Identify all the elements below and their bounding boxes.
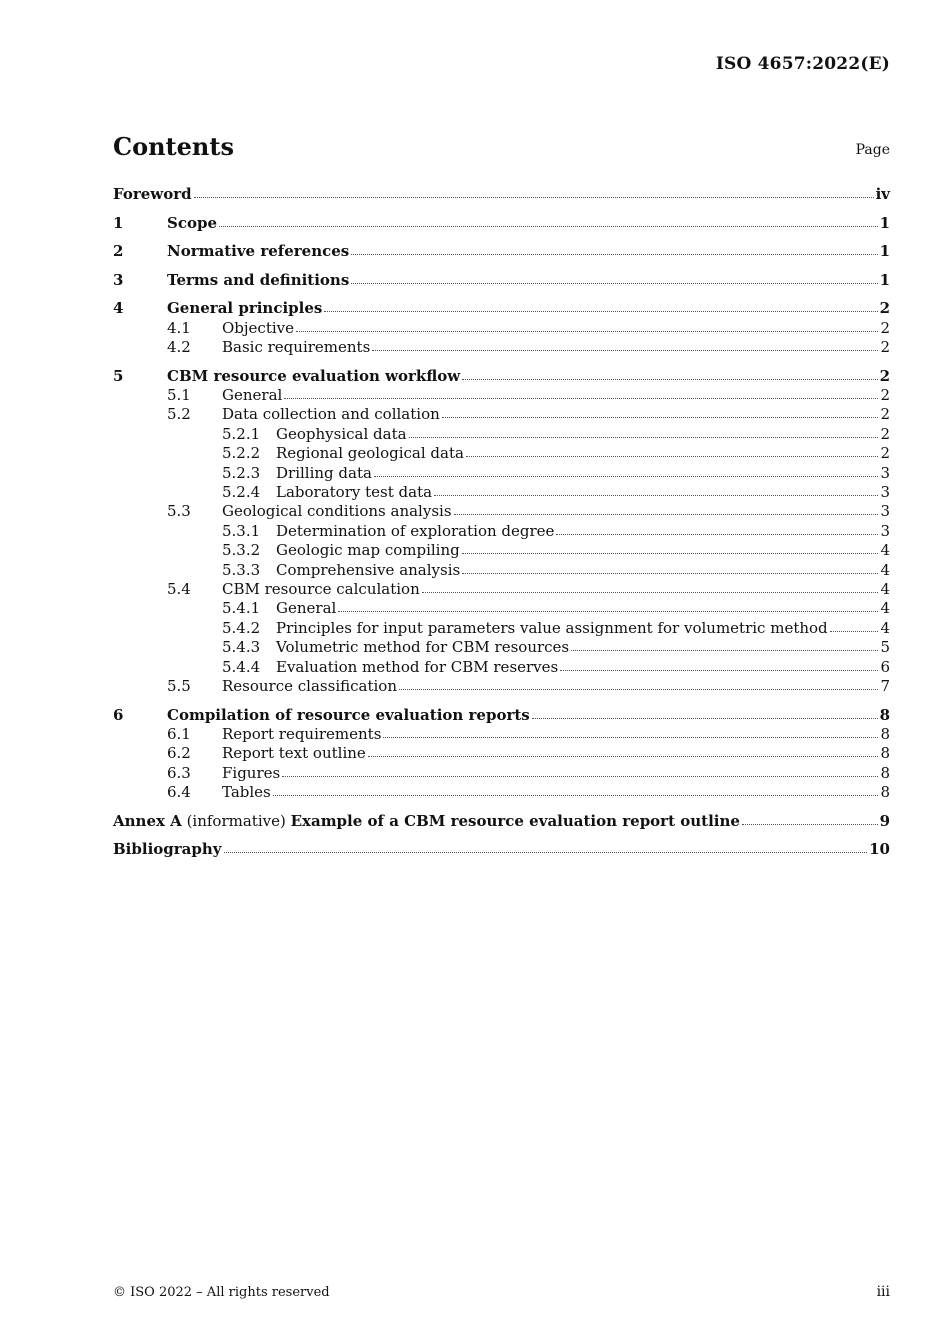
toc-entry-foreword[interactable] xyxy=(113,185,890,204)
dot-leader xyxy=(224,851,868,853)
toc-entry-page: iv xyxy=(875,185,890,203)
toc-entry-6[interactable] xyxy=(113,706,890,725)
dot-leader xyxy=(462,552,879,554)
toc-entry-number: 3 xyxy=(113,270,124,289)
toc-entry-page: 2 xyxy=(880,318,890,337)
toc-entry-title: Resource classification xyxy=(222,676,397,695)
toc-entry-3[interactable] xyxy=(113,271,890,290)
dot-leader xyxy=(454,513,879,515)
toc-entry-5-2-1[interactable] xyxy=(113,425,890,444)
toc-entry-number: 6 xyxy=(113,705,124,724)
toc-entry-number: 5.4.2 xyxy=(222,618,261,637)
toc-entry-page: 1 xyxy=(879,270,890,289)
toc-entry-page: 8 xyxy=(880,724,890,743)
dot-leader xyxy=(532,717,878,719)
toc-entry-title: Bibliography xyxy=(113,840,222,859)
toc-entry-title: Normative references xyxy=(167,242,350,261)
dot-leader xyxy=(324,310,877,312)
dot-leader xyxy=(742,823,878,825)
annex-title: Example of a CBM resource evaluation report outline xyxy=(290,811,740,830)
dot-leader xyxy=(368,755,879,757)
toc-entry-page: 3 xyxy=(880,483,890,502)
toc-entry-title: Determination of exploration degree xyxy=(276,521,555,540)
toc-entry-number: 5.3.2 xyxy=(222,541,261,560)
toc-entry-title: General principles xyxy=(167,299,323,318)
toc-entry-number: 5.4.4 xyxy=(222,657,261,676)
dot-leader xyxy=(351,253,877,255)
toc-entry-5-3-1[interactable] xyxy=(113,522,890,541)
toc-entry-page: 4 xyxy=(880,618,890,637)
toc-entry-title: Laboratory test data xyxy=(276,483,433,502)
toc-entry-2[interactable] xyxy=(113,242,890,261)
toc-entry-number: 6.2 xyxy=(167,744,191,763)
dot-leader xyxy=(372,349,878,351)
dot-leader xyxy=(273,794,879,796)
toc-entry-5-4[interactable] xyxy=(113,580,890,599)
toc-entry-title: CBM resource calculation xyxy=(222,579,420,598)
toc-entry-title: CBM resource evaluation workflow xyxy=(167,366,461,385)
toc-entry-5-2-4[interactable] xyxy=(113,483,890,502)
toc-entry-title: Compilation of resource evaluation reports xyxy=(167,705,530,724)
toc-entry-page: 8 xyxy=(880,763,890,782)
toc-entry-6-4[interactable] xyxy=(113,783,890,802)
dot-leader xyxy=(399,688,878,690)
dot-leader xyxy=(409,436,879,438)
toc-entry-number: 5.5 xyxy=(167,676,191,695)
contents-title: Contents xyxy=(113,132,234,161)
toc-entry-page: 7 xyxy=(880,676,890,695)
toc-entry-title: Geologic map compiling xyxy=(276,541,460,560)
toc-entry-4-2[interactable] xyxy=(113,338,890,357)
toc-entry-4-1[interactable] xyxy=(113,319,890,338)
dot-leader xyxy=(194,196,874,198)
toc-entry-5-2[interactable] xyxy=(113,405,890,424)
dot-leader xyxy=(466,455,879,457)
toc-entry-page: 3 xyxy=(880,463,890,482)
toc-entry-page: 10 xyxy=(869,840,890,859)
toc-entry-5[interactable] xyxy=(113,367,890,386)
dot-leader xyxy=(296,330,878,332)
toc-entry-page: 8 xyxy=(880,783,890,802)
toc-entry-number: 5.1 xyxy=(167,386,191,405)
toc-entry-title: General xyxy=(276,599,337,618)
toc-entry-title: Data collection and collation xyxy=(222,405,440,424)
toc-entry-title: Comprehensive analysis xyxy=(276,560,461,579)
toc-entry-page: 4 xyxy=(880,560,890,579)
toc-entry-number: 6.3 xyxy=(167,763,191,782)
dot-leader xyxy=(338,610,878,612)
toc-entry-bibliography[interactable] xyxy=(113,840,890,859)
toc-entry-number: 6.4 xyxy=(167,783,191,802)
dot-leader xyxy=(282,775,878,777)
toc-entry-title: Figures xyxy=(222,763,281,782)
copyright-notice: © ISO 2022 – All rights reserved xyxy=(113,1285,330,1300)
toc-entry-number: 5.2.3 xyxy=(222,463,261,482)
toc-entry-number: 1 xyxy=(113,213,124,232)
annex-label: Annex A xyxy=(113,811,182,830)
toc-entry-title: General xyxy=(222,386,283,405)
dot-leader xyxy=(560,669,878,671)
toc-entry-number: 5.4 xyxy=(167,579,191,598)
toc-entry-page: 6 xyxy=(880,657,890,676)
dot-leader xyxy=(830,630,879,632)
toc-entry-number: 5.4.1 xyxy=(222,599,261,618)
toc-entry-page: 8 xyxy=(880,744,890,763)
toc-entry-page: 1 xyxy=(879,213,890,232)
dot-leader xyxy=(556,533,878,535)
toc-entry-page: 2 xyxy=(880,405,890,424)
toc-entry-title xyxy=(113,812,740,831)
toc-entry-5-4-2[interactable] xyxy=(113,619,890,638)
annex-type: (informative) xyxy=(181,811,291,830)
toc-entry-number: 5 xyxy=(113,366,124,385)
toc-entry-6-3[interactable] xyxy=(113,764,890,783)
document-id: ISO 4657:2022(E) xyxy=(715,54,890,74)
toc-entry-title: Regional geological data xyxy=(276,444,464,463)
toc-entry-5-4-1[interactable] xyxy=(113,599,890,618)
dot-leader xyxy=(284,397,878,399)
page-column-label: Page xyxy=(855,142,890,158)
toc-entry-annex-a[interactable] xyxy=(113,812,890,831)
table-of-contents xyxy=(113,185,890,860)
toc-entry-number: 6.1 xyxy=(167,724,191,743)
toc-entry-number: 5.3.1 xyxy=(222,521,261,540)
toc-entry-page: 4 xyxy=(880,599,890,618)
toc-entry-5-3-3[interactable] xyxy=(113,561,890,580)
toc-entry-5-2-2[interactable] xyxy=(113,444,890,463)
toc-entry-page: 4 xyxy=(880,579,890,598)
toc-entry-5-3[interactable] xyxy=(113,502,890,521)
toc-entry-page: 9 xyxy=(879,811,890,830)
toc-entry-title: Geological conditions analysis xyxy=(222,502,452,521)
toc-entry-title: Principles for input parameters value assignment for volumetric method xyxy=(276,618,828,637)
toc-entry-number: 4.2 xyxy=(167,338,191,357)
dot-leader xyxy=(422,591,879,593)
toc-entry-page: 5 xyxy=(880,638,890,657)
toc-entry-page: 2 xyxy=(880,424,890,443)
toc-entry-title: Objective xyxy=(222,318,295,337)
toc-entry-number: 5.2.4 xyxy=(222,483,261,502)
dot-leader xyxy=(351,282,877,284)
toc-entry-title: Geophysical data xyxy=(276,424,407,443)
toc-entry-number: 2 xyxy=(113,242,124,261)
toc-entry-number: 5.3 xyxy=(167,502,191,521)
toc-entry-page: 3 xyxy=(880,502,890,521)
toc-entry-6-2[interactable] xyxy=(113,744,890,763)
toc-entry-title: Volumetric method for CBM resources xyxy=(276,638,570,657)
toc-entry-1[interactable] xyxy=(113,214,890,233)
toc-entry-number: 4.1 xyxy=(167,318,191,337)
dot-leader xyxy=(383,736,878,738)
toc-entry-title: Terms and definitions xyxy=(167,270,350,289)
toc-entry-title: Basic requirements xyxy=(222,338,371,357)
toc-entry-page: 2 xyxy=(880,338,890,357)
dot-leader xyxy=(571,649,878,651)
toc-entry-title: Scope xyxy=(167,213,218,232)
toc-entry-page: 2 xyxy=(879,299,890,318)
toc-entry-title: Foreword xyxy=(113,185,192,203)
toc-entry-5-4-3[interactable] xyxy=(113,638,890,657)
toc-entry-number: 5.4.3 xyxy=(222,638,261,657)
toc-entry-number: 5.2.2 xyxy=(222,444,261,463)
toc-entry-5-4-4[interactable] xyxy=(113,658,890,677)
toc-entry-5-1[interactable] xyxy=(113,386,890,405)
toc-entry-page: 8 xyxy=(879,705,890,724)
toc-entry-number: 5.2.1 xyxy=(222,424,261,443)
toc-entry-6-1[interactable] xyxy=(113,725,890,744)
toc-entry-page: 1 xyxy=(879,242,890,261)
toc-entry-page: 2 xyxy=(879,366,890,385)
toc-entry-title: Report text outline xyxy=(222,744,366,763)
toc-entry-title: Drilling data xyxy=(276,463,372,482)
toc-entry-title: Evaluation method for CBM reserves xyxy=(276,657,559,676)
toc-entry-number: 5.2 xyxy=(167,405,191,424)
dot-leader xyxy=(462,378,877,380)
page-number: iii xyxy=(876,1284,890,1300)
dot-leader xyxy=(219,225,878,227)
toc-entry-5-5[interactable] xyxy=(113,677,890,696)
toc-entry-page: 2 xyxy=(880,444,890,463)
dot-leader xyxy=(374,475,879,477)
dot-leader xyxy=(434,494,878,496)
toc-entry-page: 4 xyxy=(880,541,890,560)
toc-entry-number: 5.3.3 xyxy=(222,560,261,579)
dot-leader xyxy=(462,572,878,574)
toc-entry-title: Tables xyxy=(222,783,271,802)
dot-leader xyxy=(442,416,879,418)
toc-entry-page: 2 xyxy=(880,386,890,405)
toc-entry-5-2-3[interactable] xyxy=(113,464,890,483)
toc-entry-5-3-2[interactable] xyxy=(113,541,890,560)
toc-entry-number: 4 xyxy=(113,299,124,318)
toc-entry-title: Report requirements xyxy=(222,724,382,743)
toc-entry-4[interactable] xyxy=(113,299,890,318)
toc-entry-page: 3 xyxy=(880,521,890,540)
